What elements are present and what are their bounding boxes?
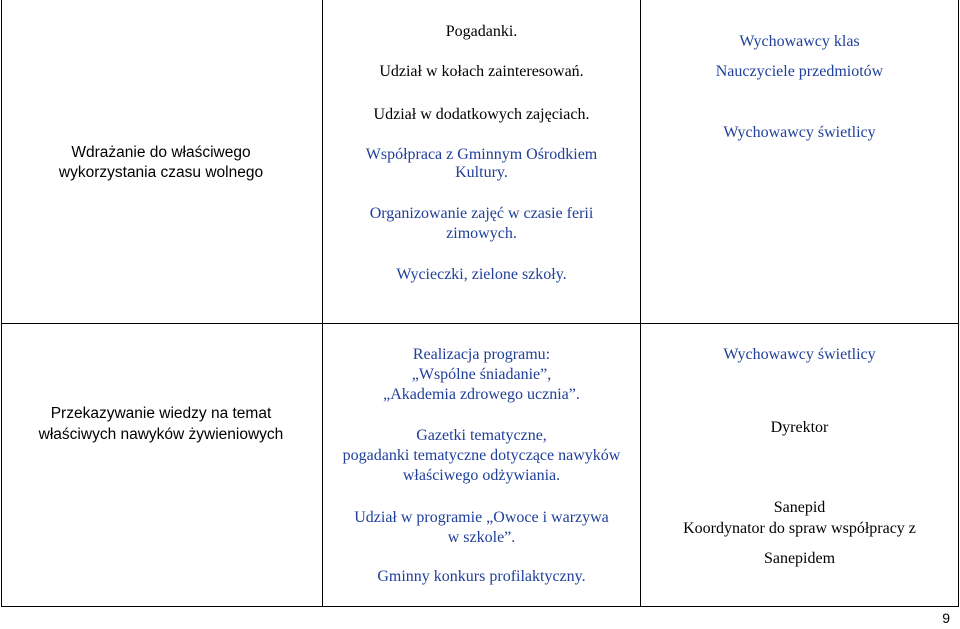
- row2-activity-3: „Akademia zdrowego ucznia”.: [383, 386, 580, 403]
- page-number: 9: [942, 610, 950, 626]
- row2-activity-9: Gminny konkurs profilaktyczny.: [377, 568, 586, 585]
- row2-activity-6: właściwego odżywiania.: [402, 467, 561, 484]
- row1-responsible-2: Nauczyciele przedmiotów: [715, 63, 884, 80]
- row2-responsible-2: Dyrektor: [770, 419, 829, 436]
- row-separator: [1, 323, 959, 324]
- row2-activity-1: Realizacja programu:: [412, 346, 551, 363]
- row1-activity-4b: Kultury.: [455, 164, 508, 181]
- row2-task-line2: właściwych nawyków żywieniowych: [38, 426, 284, 443]
- table-border-bottom: [1, 606, 959, 607]
- row1-activity-5a: Organizowanie zajęć w czasie ferii: [369, 205, 594, 222]
- row1-responsible-3: Wychowawcy świetlicy: [723, 124, 876, 141]
- row1-responsible-1: Wychowawcy klas: [739, 33, 860, 50]
- row2-activity-7: Udział w programie „Owoce i warzywa: [354, 509, 609, 526]
- row2-activity-4: Gazetki tematyczne,: [416, 427, 547, 444]
- table-border-right: [958, 0, 959, 607]
- row2-activity-5: pogadanki tematyczne dotyczące nawyków: [342, 447, 621, 464]
- row1-activity-1: Pogadanki.: [445, 23, 518, 40]
- row1-activity-4a: Współpraca z Gminnym Ośrodkiem: [365, 146, 598, 163]
- row2-activity-8: w szkole”.: [447, 529, 516, 546]
- row2-task-line1: Przekazywanie wiedzy na temat: [50, 405, 272, 422]
- row2-responsible-3: Sanepid: [773, 499, 826, 516]
- row1-task-line1: Wdrażanie do właściwego: [71, 144, 251, 161]
- row2-activity-2: „Wspólne śniadanie”,: [411, 366, 552, 383]
- row1-task-line2: wykorzystania czasu wolnego: [58, 164, 264, 181]
- row1-activity-5b: zimowych.: [446, 225, 517, 242]
- row1-activity-2: Udział w kołach zainteresowań.: [379, 63, 584, 80]
- row2-responsible-4: Koordynator do spraw współpracy z: [683, 520, 916, 537]
- table-border-left: [1, 0, 2, 607]
- row2-responsible-5: Sanepidem: [763, 550, 836, 567]
- row1-activity-6: Wycieczki, zielone szkoły.: [396, 266, 567, 283]
- row1-activity-3: Udział w dodatkowych zajęciach.: [373, 106, 590, 123]
- row2-responsible-1: Wychowawcy świetlicy: [723, 346, 876, 363]
